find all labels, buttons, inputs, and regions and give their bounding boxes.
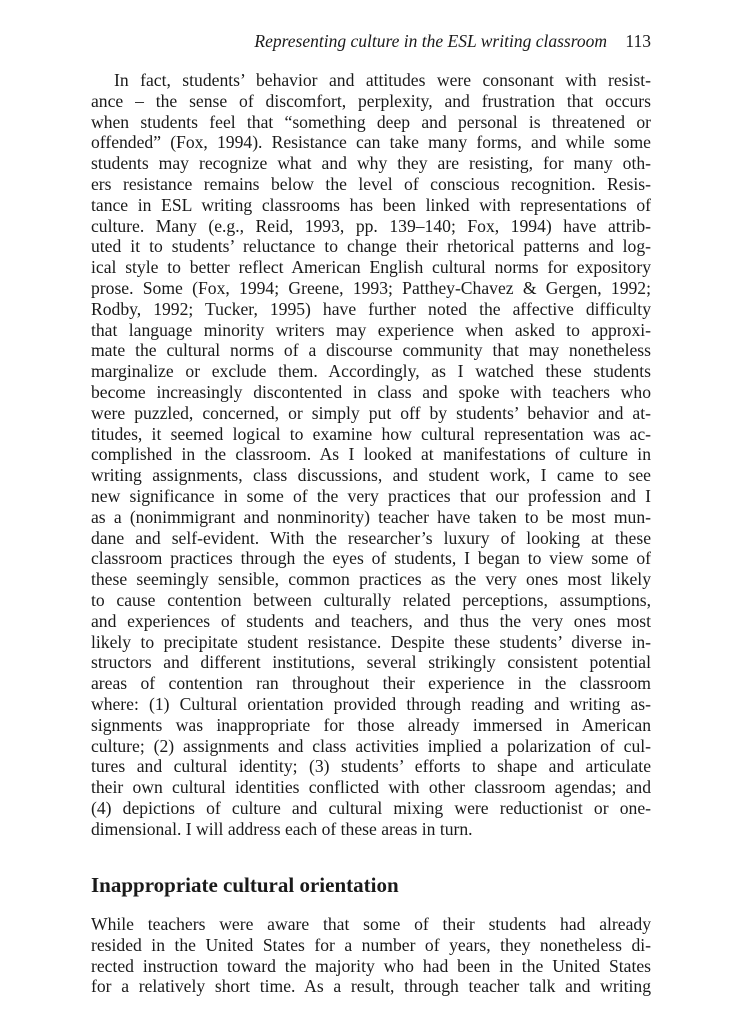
- text-line: marginalize or exclude them. Accordingly, as I watched these students: [91, 361, 651, 382]
- text-line: resided in the United States for a number of years, they nonetheless di-: [91, 934, 651, 955]
- text-line: titudes, it seemed logical to examine how cultural representation was ac-: [91, 423, 651, 444]
- text-line: classroom practices through the eyes of students, I began to view some of: [91, 548, 651, 569]
- body-paragraph: [91, 914, 651, 997]
- text-line: writing assignments, class discussions, and student work, I came to see: [91, 465, 651, 486]
- page-number: 113: [625, 31, 651, 51]
- section-heading: Inappropriate cultural orientation: [91, 873, 399, 897]
- body-paragraph: [91, 70, 651, 839]
- text-line: were puzzled, concerned, or simply put off by students’ behavior and at-: [91, 402, 651, 423]
- text-line: culture. Many (e.g., Reid, 1993, pp. 139–140; Fox, 1994) have attrib-: [91, 215, 651, 236]
- text-line: that language minority writers may experience when asked to approxi-: [91, 319, 651, 340]
- text-line: to cause contention between culturally related perceptions, assumptions,: [91, 589, 651, 610]
- text-line: and experiences of students and teachers, and thus the very ones most: [91, 610, 651, 631]
- text-line: complished in the classroom. As I looked at manifestations of culture in: [91, 444, 651, 465]
- text-line: dimensional. I will address each of these areas in turn.: [91, 818, 473, 839]
- text-line: ance – the sense of discomfort, perplexity, and frustration that occurs: [91, 90, 651, 111]
- text-line: ical style to better reflect American English cultural norms for expository: [91, 257, 651, 278]
- text-line: In fact, students’ behavior and attitudes were consonant with resist-: [114, 70, 651, 90]
- text-line: new significance in some of the very practices that our profession and I: [91, 485, 651, 506]
- text-line: rected instruction toward the majority who had been in the United States: [91, 955, 651, 976]
- text-line: likely to precipitate student resistance. Despite these students’ diverse in-: [91, 631, 651, 652]
- text-line: While teachers were aware that some of their students had already: [91, 914, 651, 934]
- text-line: ers resistance remains below the level of conscious recognition. Resis-: [91, 173, 651, 194]
- text-line: signments was inappropriate for those already immersed in American: [91, 714, 651, 735]
- text-line: uted it to students’ reluctance to change their rhetorical patterns and log-: [91, 236, 651, 257]
- text-line: students may recognize what and why they are resisting, for many oth-: [91, 153, 651, 174]
- text-line: where: (1) Cultural orientation provided through reading and writing as-: [91, 693, 651, 714]
- text-line: for a relatively short time. As a result, through teacher talk and writing: [91, 976, 651, 997]
- text-line: (4) depictions of culture and cultural mixing were reductionist or one-: [91, 797, 651, 818]
- running-head: [0, 31, 741, 55]
- text-line: tance in ESL writing classrooms has been linked with representations of: [91, 194, 651, 215]
- text-line: structors and different institutions, several strikingly consistent potential: [91, 652, 651, 673]
- text-line: tures and cultural identity; (3) students’ efforts to shape and articulate: [91, 756, 651, 777]
- text-line: culture; (2) assignments and class activities implied a polarization of cul-: [91, 735, 651, 756]
- text-line: when students feel that “something deep and personal is threatened or: [91, 111, 651, 132]
- text-line: become increasingly discontented in class and spoke with teachers who: [91, 381, 651, 402]
- text-line: these seemingly sensible, common practices as the very ones most likely: [91, 569, 651, 590]
- text-line: areas of contention ran throughout their experience in the classroom: [91, 673, 651, 694]
- text-line: dane and self-evident. With the researcher’s luxury of looking at these: [91, 527, 651, 548]
- text-line: as a (nonimmigrant and nonminority) teacher have taken to be most mun-: [91, 506, 651, 527]
- running-head-title: Representing culture in the ESL writing classroom: [254, 31, 607, 51]
- text-line: their own cultural identities conflicted with other classroom agendas; and: [91, 777, 651, 798]
- text-line: offended” (Fox, 1994). Resistance can take many forms, and while some: [91, 132, 651, 153]
- text-line: Rodby, 1992; Tucker, 1995) have further noted the affective difficulty: [91, 298, 651, 319]
- text-line: prose. Some (Fox, 1994; Greene, 1993; Patthey-Chavez & Gergen, 1992;: [91, 277, 651, 298]
- text-line: mate the cultural norms of a discourse community that may nonetheless: [91, 340, 651, 361]
